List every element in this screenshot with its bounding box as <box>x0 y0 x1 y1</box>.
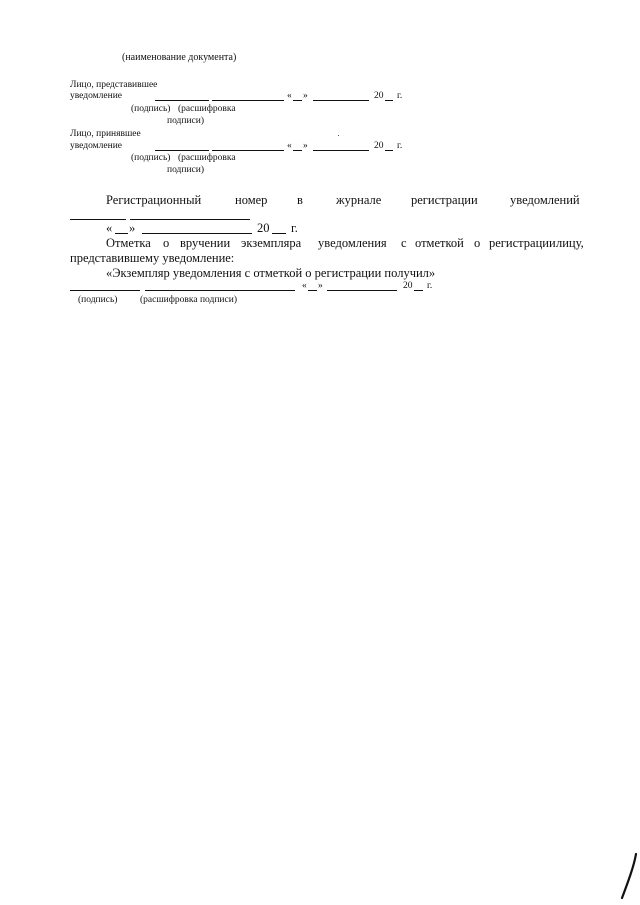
delivery-year-prefix: 20 <box>403 281 413 291</box>
submitter-month-line <box>313 100 369 101</box>
registration-word: Регистрационный <box>106 193 202 207</box>
delivery-day-line <box>308 290 317 291</box>
receiver-year-line <box>385 150 393 151</box>
submitter-signature-line <box>155 100 209 101</box>
registration-day-line <box>115 233 128 234</box>
delivery-word: регистрации <box>489 236 556 250</box>
registration-word: в <box>297 193 303 207</box>
registration-word: номер <box>235 193 268 207</box>
delivery-quote-open: « <box>302 281 307 291</box>
receiver-label-line2: уведомление <box>70 141 123 151</box>
receiver-label-line1: Лицо, принявшее <box>70 129 141 139</box>
delivery-word: экземпляра <box>241 236 302 250</box>
registration-journal-line <box>130 219 250 220</box>
submitter-caption-signature: (подпись) <box>131 104 171 114</box>
submitter-year-suffix: г. <box>397 91 403 101</box>
receiver-decoding-line <box>212 150 284 151</box>
delivery-word: Отметка <box>106 236 151 250</box>
receiver-caption-decoding-line2: подписи) <box>167 165 205 175</box>
registration-year-suffix: г. <box>291 221 298 235</box>
submitter-day-line <box>293 100 302 101</box>
delivery-quote-text: «Экземпляр уведомления с отметкой о регистрации получил» <box>106 266 436 280</box>
submitter-label-line2: уведомление <box>70 91 123 101</box>
receiver-signature-line <box>155 150 209 151</box>
delivery-word: уведомления <box>318 236 387 250</box>
delivery-word: о <box>474 236 481 250</box>
submitter-caption-decoding-line1: (расшифровка <box>178 104 236 114</box>
registration-year-line <box>272 233 286 234</box>
receiver-caption-signature: (подпись) <box>131 153 171 163</box>
delivery-year-line <box>414 290 423 291</box>
receiver-caption-decoding-line1: (расшифровка <box>178 153 236 163</box>
delivery-quote-close: » <box>318 281 323 291</box>
delivery-caption-signature: (подпись) <box>78 295 118 305</box>
delivery-line2: представившему уведомление: <box>70 251 235 265</box>
registration-word: уведомлений <box>510 193 580 207</box>
delivery-word: лицу, <box>556 236 584 250</box>
delivery-word: вручении <box>180 236 231 250</box>
document-name-caption: (наименование документа) <box>122 52 237 63</box>
submitter-label-line1: Лицо, представившее <box>70 80 158 90</box>
scan-dot <box>338 135 339 136</box>
registration-quote-close: » <box>129 221 136 235</box>
delivery-month-line <box>327 290 397 291</box>
receiver-year-suffix: г. <box>397 141 403 151</box>
submitter-caption-decoding-line2: подписи) <box>167 116 205 126</box>
receiver-quote-close: » <box>303 141 308 151</box>
registration-word: регистрации <box>411 193 478 207</box>
submitter-decoding-line <box>212 100 284 101</box>
receiver-year-prefix: 20 <box>374 141 384 151</box>
registration-month-line <box>142 233 252 234</box>
submitter-quote-open: « <box>287 91 292 101</box>
submitter-year-line <box>385 100 393 101</box>
delivery-word: с <box>401 236 407 250</box>
delivery-word: о <box>163 236 170 250</box>
pen-stroke-mark <box>618 852 640 902</box>
delivery-caption-decoding: (расшифровка подписи) <box>140 295 237 305</box>
registration-number-line <box>70 219 126 220</box>
submitter-year-prefix: 20 <box>374 91 384 101</box>
delivery-word: отметкой <box>415 236 464 250</box>
registration-year-prefix: 20 <box>257 221 270 235</box>
registration-word: журнале <box>336 193 382 207</box>
receiver-quote-open: « <box>287 141 292 151</box>
delivery-signature-line <box>70 290 140 291</box>
receiver-month-line <box>313 150 369 151</box>
submitter-quote-close: » <box>303 91 308 101</box>
delivery-year-suffix: г. <box>427 281 433 291</box>
delivery-decoding-line <box>145 290 295 291</box>
receiver-day-line <box>293 150 302 151</box>
registration-quote-open: « <box>106 221 113 235</box>
